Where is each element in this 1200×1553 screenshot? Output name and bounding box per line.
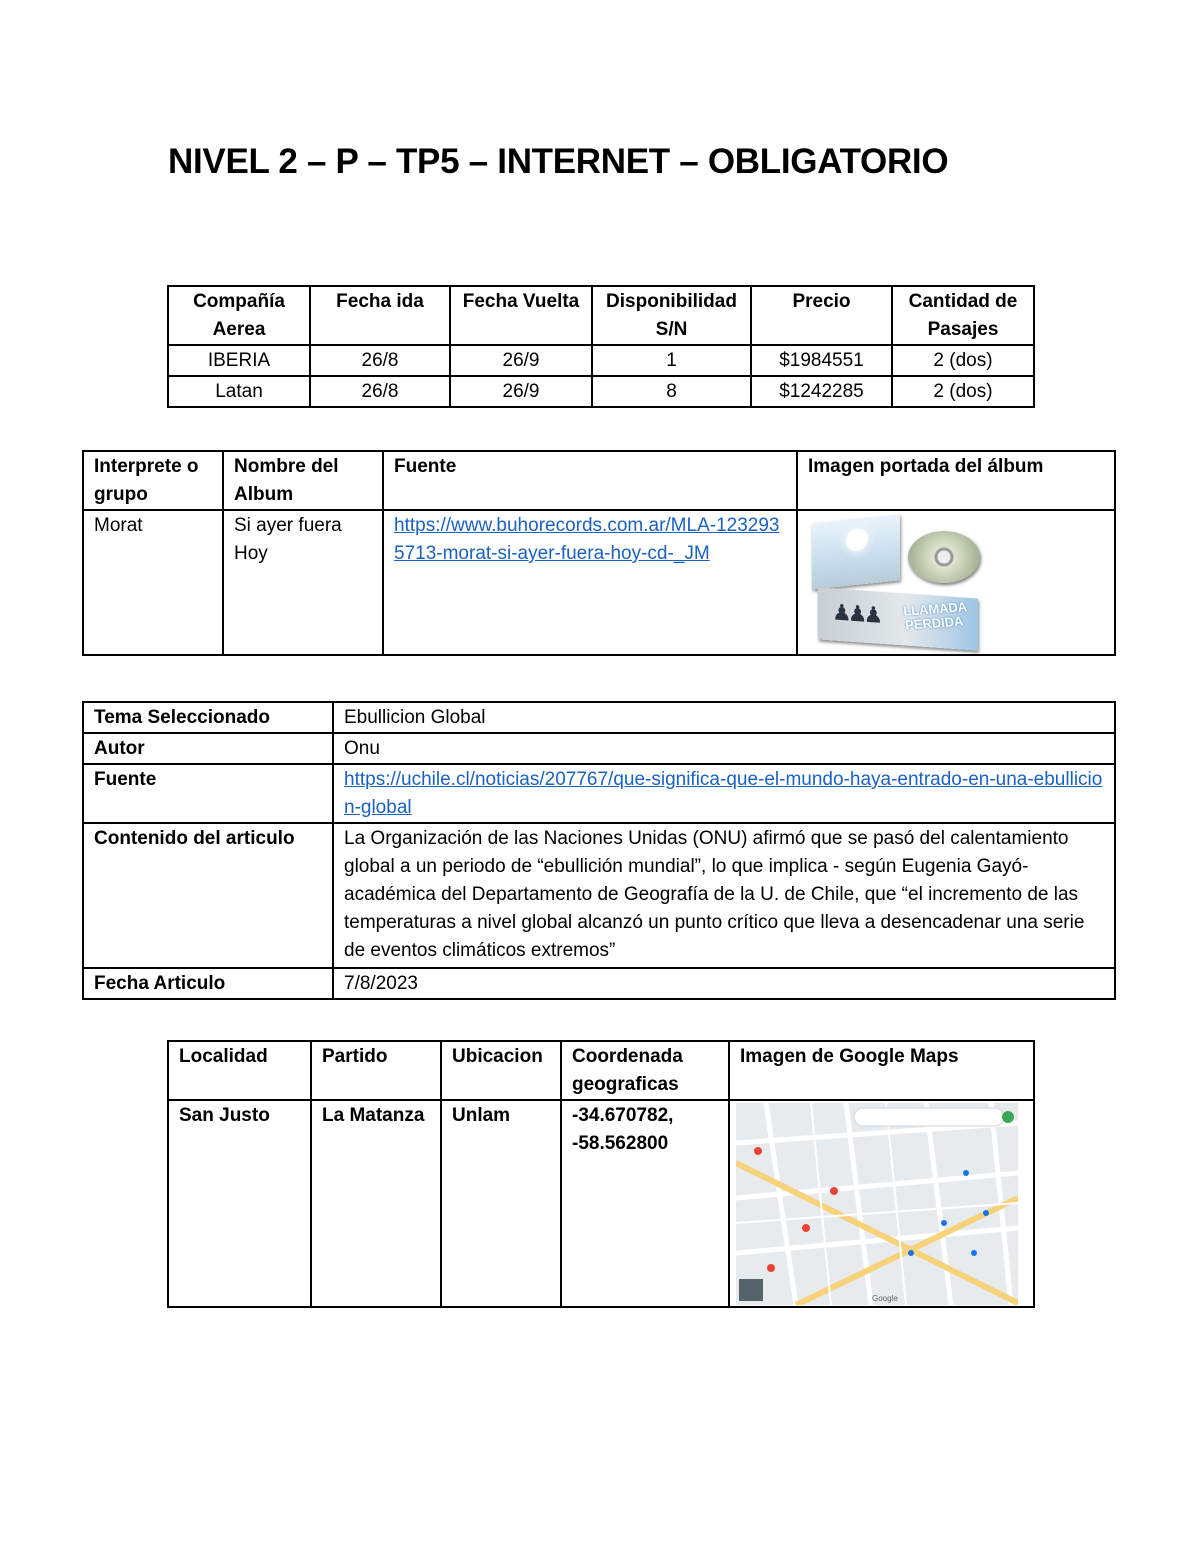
header-district: Partido (311, 1041, 441, 1100)
cell-album-name: Si ayer fuera Hoy (223, 510, 383, 655)
header-airline: Compañía Aerea (168, 286, 310, 345)
header-album-name: Nombre del Album (223, 451, 383, 510)
flights-header-row (168, 286, 1034, 345)
album-table (82, 450, 1116, 656)
location-table (167, 1040, 1035, 1308)
header-coordinates: Coordenada geograficas (561, 1041, 729, 1100)
table-row (83, 823, 1115, 968)
table-row (83, 702, 1115, 733)
album-cover-image (804, 513, 984, 648)
album-cover-text: LLAMADA PERDIDA (902, 599, 968, 633)
album-booklet: ♟♟♟ LLAMADA PERDIDA (818, 587, 978, 650)
page-title: NIVEL 2 – P – TP5 – INTERNET – OBLIGATORIO (168, 142, 949, 181)
value-theme: Ebullicion Global (333, 702, 1115, 733)
cell-availability: 8 (592, 376, 751, 407)
cell-return-date: 26/9 (450, 345, 592, 376)
cell-airline: Latan (168, 376, 310, 407)
value-author: Onu (333, 733, 1115, 764)
label-date: Fecha Articulo (83, 968, 333, 999)
header-price: Precio (751, 286, 892, 345)
header-artist: Interprete o grupo (83, 451, 223, 510)
table-row (83, 510, 1115, 655)
value-content: La Organización de las Naciones Unidas (ONU) afirmó que se pasó del calentamiento global a un periodo de “ebullición mundial”, lo que implica - según Eugenia Gayó- académica del Departamento de Geografía de la U. de Chile, que “el incremento de las temperaturas a nivel global alcanzó un punto crítico que lleva a desencadenar una serie de eventos climáticos extremos” (333, 823, 1115, 968)
article-table (82, 701, 1116, 1000)
cell-map-image (729, 1100, 1034, 1307)
label-theme: Tema Seleccionado (83, 702, 333, 733)
label-author: Autor (83, 733, 333, 764)
cell-passengers: 2 (dos) (892, 345, 1034, 376)
cell-place: Unlam (441, 1100, 561, 1307)
cell-source (383, 510, 797, 655)
album-header-row (83, 451, 1115, 510)
header-locality: Localidad (168, 1041, 311, 1100)
cell-album-cover (797, 510, 1115, 655)
map-graphic (736, 1103, 1018, 1305)
table-row (83, 968, 1115, 999)
cell-return-date: 26/9 (450, 376, 592, 407)
google-map-image (736, 1103, 1018, 1305)
article-source-link[interactable]: https://uchile.cl/noticias/207767/que-significa-que-el-mundo-haya-entrado-en-una-ebullicion-global (344, 769, 1103, 818)
album-cover-front (812, 514, 900, 589)
header-return-date: Fecha Vuelta (450, 286, 592, 345)
cell-departure-date: 26/8 (310, 345, 450, 376)
flights-table (167, 285, 1035, 408)
table-row (168, 376, 1034, 407)
header-departure-date: Fecha ida (310, 286, 450, 345)
table-row (168, 1100, 1034, 1307)
table-row (83, 764, 1115, 823)
cell-district: La Matanza (311, 1100, 441, 1307)
cell-passengers: 2 (dos) (892, 376, 1034, 407)
header-availability: Disponibilidad S/N (592, 286, 751, 345)
cd-disc-icon (908, 531, 980, 583)
table-row (83, 733, 1115, 764)
header-passengers: Cantidad de Pasajes (892, 286, 1034, 345)
cell-artist: Morat (83, 510, 223, 655)
cell-price: $1984551 (751, 345, 892, 376)
cell-airline: IBERIA (168, 345, 310, 376)
label-content: Contenido del articulo (83, 823, 333, 968)
header-place: Ubicacion (441, 1041, 561, 1100)
label-source: Fuente (83, 764, 333, 823)
cell-coordinates: -34.670782, -58.562800 (561, 1100, 729, 1307)
header-map-image: Imagen de Google Maps (729, 1041, 1034, 1100)
header-source: Fuente (383, 451, 797, 510)
cell-locality: San Justo (168, 1100, 311, 1307)
cell-price: $1242285 (751, 376, 892, 407)
location-header-row (168, 1041, 1034, 1100)
header-album-cover: Imagen portada del álbum (797, 451, 1115, 510)
cell-availability: 1 (592, 345, 751, 376)
album-source-link[interactable]: https://www.buhorecords.com.ar/MLA-1232935713-morat-si-ayer-fuera-hoy-cd-_JM (394, 515, 780, 564)
value-source (333, 764, 1115, 823)
table-row (168, 345, 1034, 376)
map-brand: Google (872, 1294, 898, 1303)
value-date: 7/8/2023 (333, 968, 1115, 999)
cell-departure-date: 26/8 (310, 376, 450, 407)
